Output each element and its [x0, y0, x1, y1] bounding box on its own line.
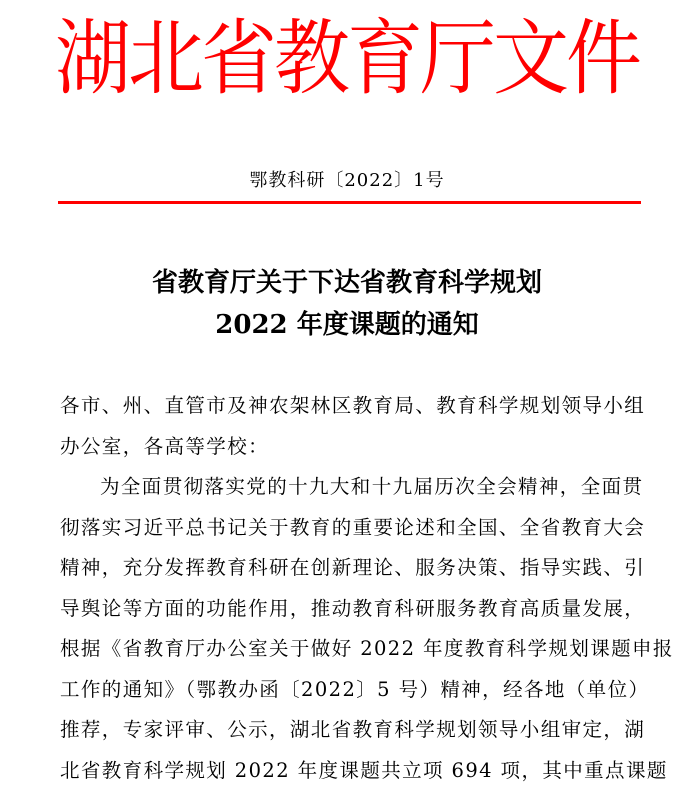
document-masthead: 湖北省教育厅文件 [0, 12, 694, 105]
body-line: 精神，充分发挥教育科研在创新理论、服务决策、指导实践、引 [60, 548, 642, 589]
body-line: 工作的通知》（鄂教办函〔2022〕5 号）精神，经各地（单位） [60, 670, 642, 711]
body-line: 推荐，专家评审、公示，湖北省教育科学规划领导小组审定，湖 [60, 710, 642, 751]
notice-title-line-1: 省教育厅关于下达省教育科学规划 [0, 262, 694, 304]
body-line: 彻落实习近平总书记关于教育的重要论述和全国、全省教育大会 [60, 508, 642, 549]
notice-title [0, 262, 694, 346]
body-line: 办公室，各高等学校： [60, 427, 642, 468]
body-line: 导舆论等方面的功能作用，推动教育科研服务教育高质量发展， [60, 589, 642, 630]
notice-body [60, 386, 642, 791]
document-number: 鄂教科研〔2022〕1号 [0, 170, 694, 192]
body-line: 为全面贯彻落实党的十九大和十九届历次全会精神，全面贯 [60, 467, 642, 508]
notice-title-line-2: 2022 年度课题的通知 [0, 304, 694, 346]
body-line: 根据《省教育厅办公室关于做好 2022 年度教育科学规划课题申报 [60, 629, 642, 670]
body-line: 北省教育科学规划 2022 年度课题共立项 694 项，其中重点课题 [60, 751, 642, 791]
red-divider-rule [58, 201, 641, 204]
body-line: 各市、州、直管市及神农架林区教育局、教育科学规划领导小组 [60, 386, 642, 427]
